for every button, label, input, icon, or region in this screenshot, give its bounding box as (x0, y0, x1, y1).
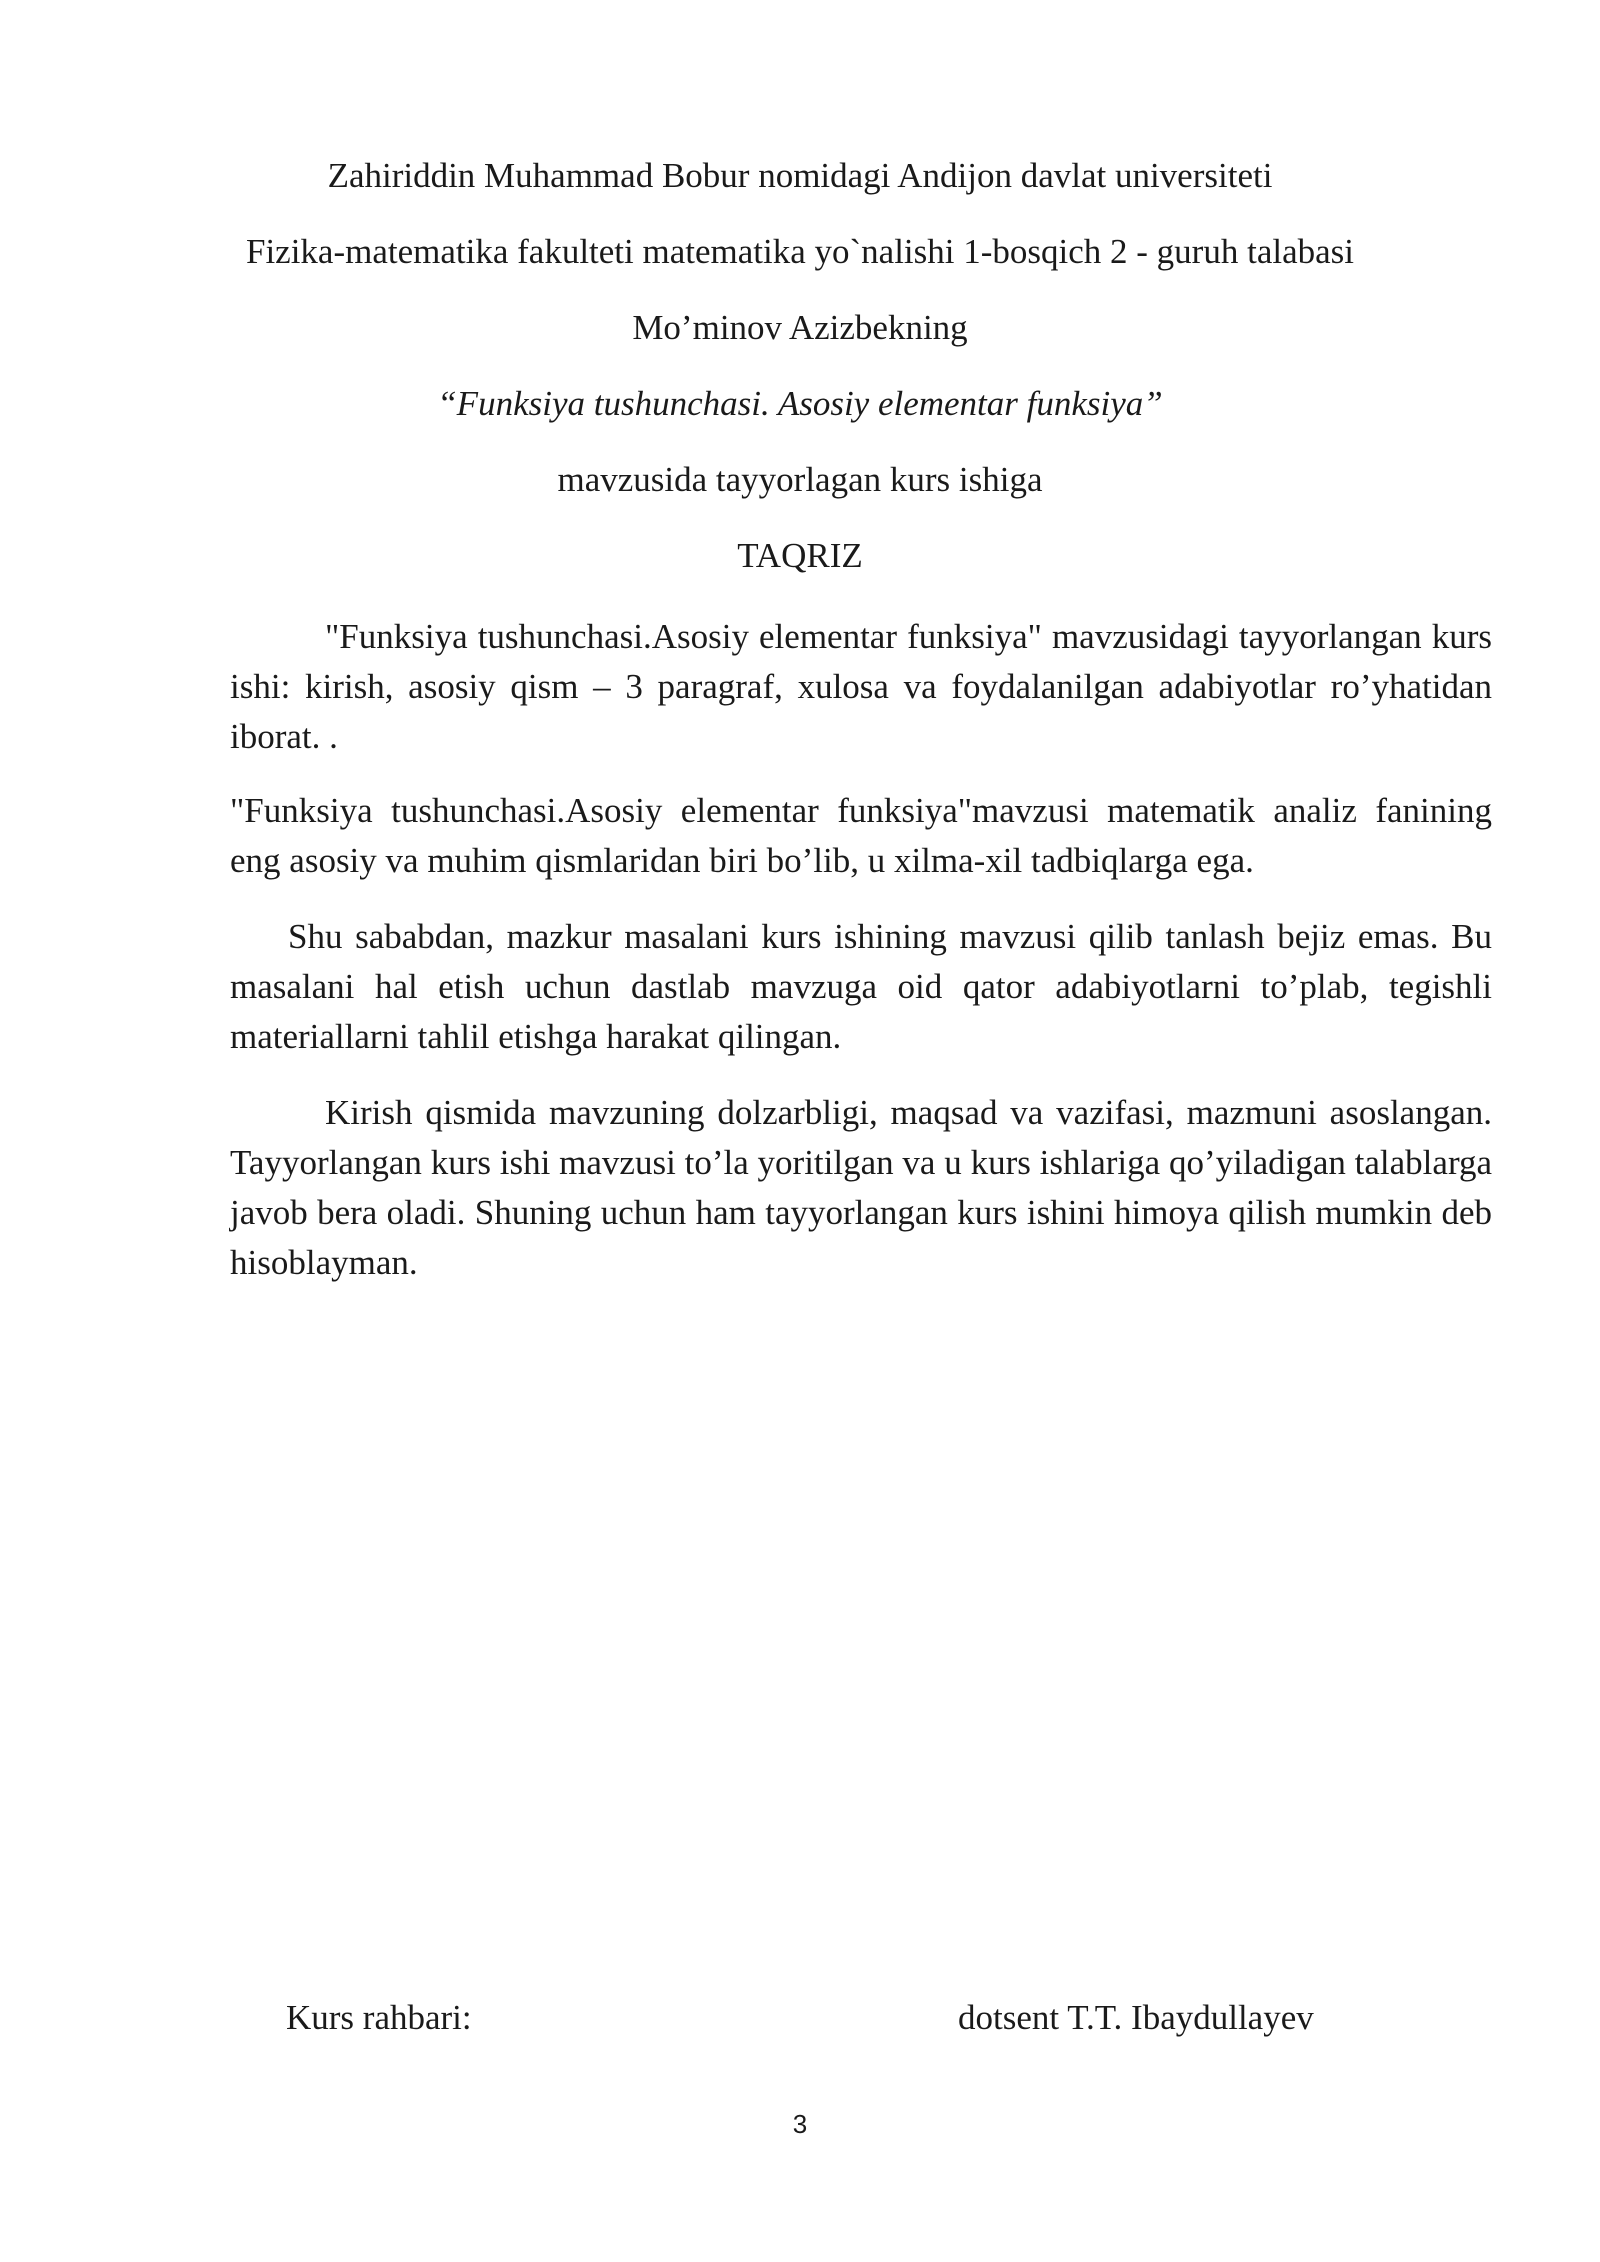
university-name: Zahiriddin Muhammad Bobur nomidagi Andijon davlat universiteti (327, 156, 1273, 195)
paragraph-3-text: Shu sababdan, mazkur masalani kurs ishining mavzusi qilib tanlash bejiz emas. Bu masalani hal etish uchun dastlab mavzuga oid qator adabiyotlarni to’plab, tegishli materiallarni tahlil etishga harakat qilingan. (230, 917, 1492, 1056)
paragraph-1 (230, 612, 1492, 762)
student-name: Mo’minov Azizbekning (632, 308, 968, 347)
subtitle-line: mavzusida tayyorlagan kurs ishiga (557, 460, 1043, 499)
document-type-heading: TAQRIZ (737, 536, 863, 575)
page-number: 3 (792, 2109, 808, 2139)
paragraph-3 (230, 912, 1492, 1062)
paragraph-4 (230, 1088, 1492, 1288)
faculty-line: Fizika-matematika fakulteti matematika yo`nalishi 1-bosqich 2 - guruh talabasi (245, 232, 1354, 271)
paragraph-4-text: Kirish qismida mavzuning dolzarbligi, maqsad va vazifasi, mazmuni asoslangan. Tayyorlangan kurs ishi mavzusi to’la yoritilgan va u kurs ishlariga qo’yiladigan talablarga javob bera oladi. Shuning uchun ham tayyorlangan kurs ishini himoya qilish mumkin deb hisoblayman. (230, 1093, 1492, 1282)
signature-role: Kurs rahbari: (286, 1998, 472, 2037)
paragraph-2-text: "Funksiya tushunchasi.Asosiy elementar funksiya"mavzusi matematik analiz fanining eng asosiy va muhim qismlaridan biri bo’lib, u xilma-xil tadbiqlarga ega. (230, 791, 1492, 880)
paragraph-1-text: "Funksiya tushunchasi.Asosiy elementar funksiya" mavzusidagi tayyorlangan kurs ishi: kirish, asosiy qism – 3 paragraf, xulosa va foydalanilgan adabiyotlar ro’yhatidan iborat. . (230, 617, 1492, 756)
paragraph-2 (230, 786, 1492, 886)
topic-title: “Funksiya tushunchasi. Asosiy elementar funksiya” (437, 384, 1163, 423)
signature-name: dotsent T.T. Ibaydullayev (958, 1998, 1314, 2037)
